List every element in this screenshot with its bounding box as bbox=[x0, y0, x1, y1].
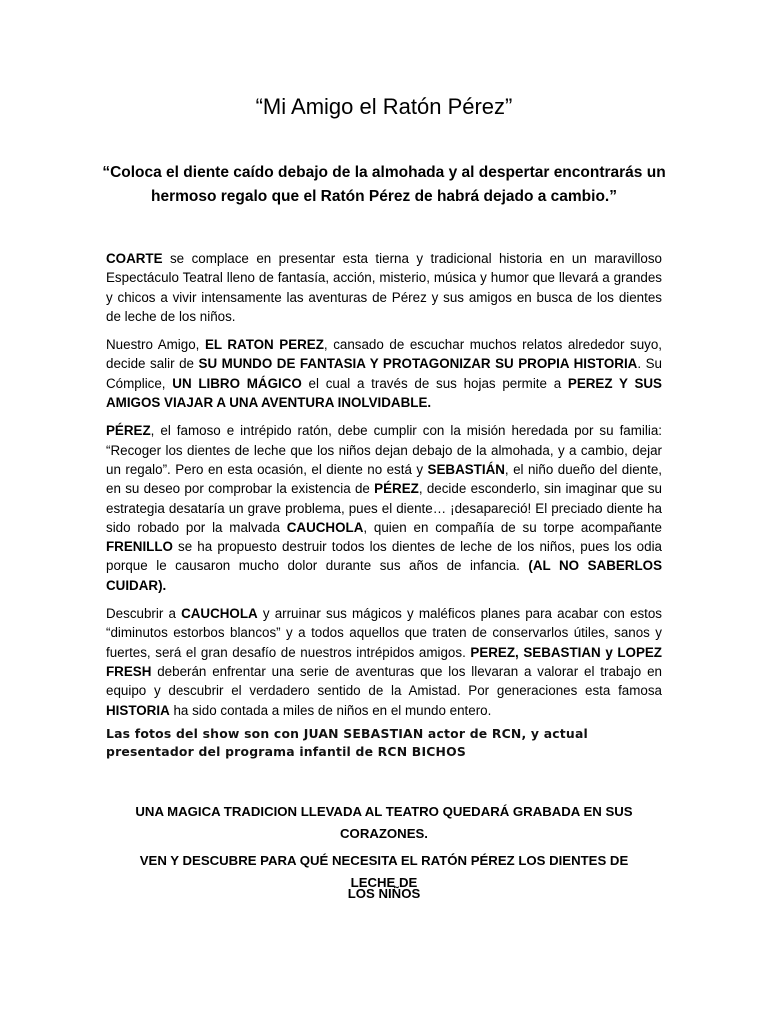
text-run: el cual a través de sus hojas permite a bbox=[301, 375, 568, 391]
bold-text-run: FRENILLO bbox=[106, 539, 173, 555]
text-run: deberán enfrentar una serie de aventuras que los llevaran a valorar el trabajo en equipo y descubrir el verdadero sentido de la Amistad. Por generaciones esta famosa bbox=[106, 663, 662, 699]
bold-text-run: PEREZ Y SUS AMIGOS VIAJAR A UNA AVENTURA INOLVIDABLE. bbox=[106, 375, 662, 411]
paragraph-desafio bbox=[106, 604, 662, 720]
text-run: ha sido contada a miles de niños en el mundo entero. bbox=[169, 702, 492, 718]
photo-note: Las fotos del show son con JUAN SEBASTIAN actor de RCN, y actual presentador del programa infantil de RCN BICHOS bbox=[106, 726, 588, 759]
text-run: Nuestro Amigo, bbox=[106, 337, 205, 353]
text-run: , quien en compañía de su torpe acompañante bbox=[363, 519, 662, 535]
closing-line-3: LOS NIÑOS bbox=[347, 886, 421, 901]
paragraph-raton-perez bbox=[106, 335, 662, 412]
text-run: , el famoso e intrépido ratón, debe cumplir con la misión heredada por su familia: “Recoger los dientes de leche que los niños dejan debajo de la almohada, y a cambio, dejar un regalo”. Pero en esta ocasión, el diente no está y bbox=[106, 423, 662, 477]
bold-text-run: UN LIBRO MÁGICO bbox=[172, 375, 302, 391]
text-run: , cansado de escuchar muchos relatos alrededor suyo, decide salir de bbox=[106, 337, 663, 372]
closing-line-2: VEN Y DESCUBRE PARA QUÉ NECESITA EL RATÓN PÉREZ LOS DIENTES DE LECHE DE bbox=[139, 853, 629, 890]
paragraph-intro bbox=[106, 249, 662, 326]
bold-text-run: PÉREZ bbox=[374, 481, 419, 497]
text-run: Descubrir a bbox=[106, 606, 182, 622]
bold-text-run: CAUCHOLA bbox=[181, 606, 258, 622]
text-run: , decide esconderlo, sin imaginar que su estrategia desataría un grave problema, pues el diente… ¡desapareció! El preciado diente ha sido robado por la malvada bbox=[106, 481, 662, 535]
bold-text-run: (AL NO SABERLOS CUIDAR). bbox=[106, 558, 662, 593]
paragraph-mision bbox=[106, 421, 662, 595]
text-run: . Su Cómplice, bbox=[106, 356, 662, 391]
bold-text-run: COARTE bbox=[106, 251, 163, 266]
bold-text-run: CAUCHOLA bbox=[286, 519, 364, 535]
bold-text-run: PEREZ, SEBASTIAN y LOPEZ FRESH bbox=[106, 644, 662, 679]
body-text bbox=[106, 249, 662, 729]
text-run: y arruinar sus mágicos y maléficos planes para acabar con estos “diminutos estorbos blancos” y a todos aquellos que traten de conservarlos útiles, sanos y fuertes, será el gran desafío de nuestros intrépidos amigos. bbox=[106, 606, 662, 660]
text-run: , el niño dueño del diente, en su deseo por comprobar la existencia de bbox=[106, 461, 662, 497]
bold-text-run: HISTORIA bbox=[106, 702, 170, 718]
bold-text-run: PÉREZ bbox=[106, 423, 151, 439]
bold-text-run: SU MUNDO DE FANTASIA Y PROTAGONIZAR SU PROPIA HISTORIA bbox=[198, 356, 638, 372]
bold-text-run: SEBASTIÁN bbox=[427, 461, 505, 477]
closing-line-1: UNA MAGICA TRADICION LLEVADA AL TEATRO QUEDARÁ GRABADA EN SUS CORAZONES. bbox=[135, 804, 633, 841]
document-title: “Mi Amigo el Ratón Pérez” bbox=[255, 94, 513, 119]
bold-text-run: EL RATON PEREZ bbox=[204, 337, 324, 353]
text-run: se complace en presentar esta tierna y tradicional historia en un maravilloso Espectáculo Teatral lleno de fantasía, acción, misterio, música y humor que llevará a grandes y chicos a vivir intensamente las aventuras de Pérez y sus amigos en busca de los dientes de leche de los niños. bbox=[106, 251, 662, 324]
tagline-quote: “Coloca el diente caído debajo de la almohada y al despertar encontrarás un hermoso regalo que el Ratón Pérez de habrá dejado a cambio.” bbox=[102, 164, 666, 205]
text-run: se ha propuesto destruir todos los dientes de leche de los niños, pues los odia porque le causaron mucho dolor durante sus años de infancia. bbox=[106, 539, 662, 574]
